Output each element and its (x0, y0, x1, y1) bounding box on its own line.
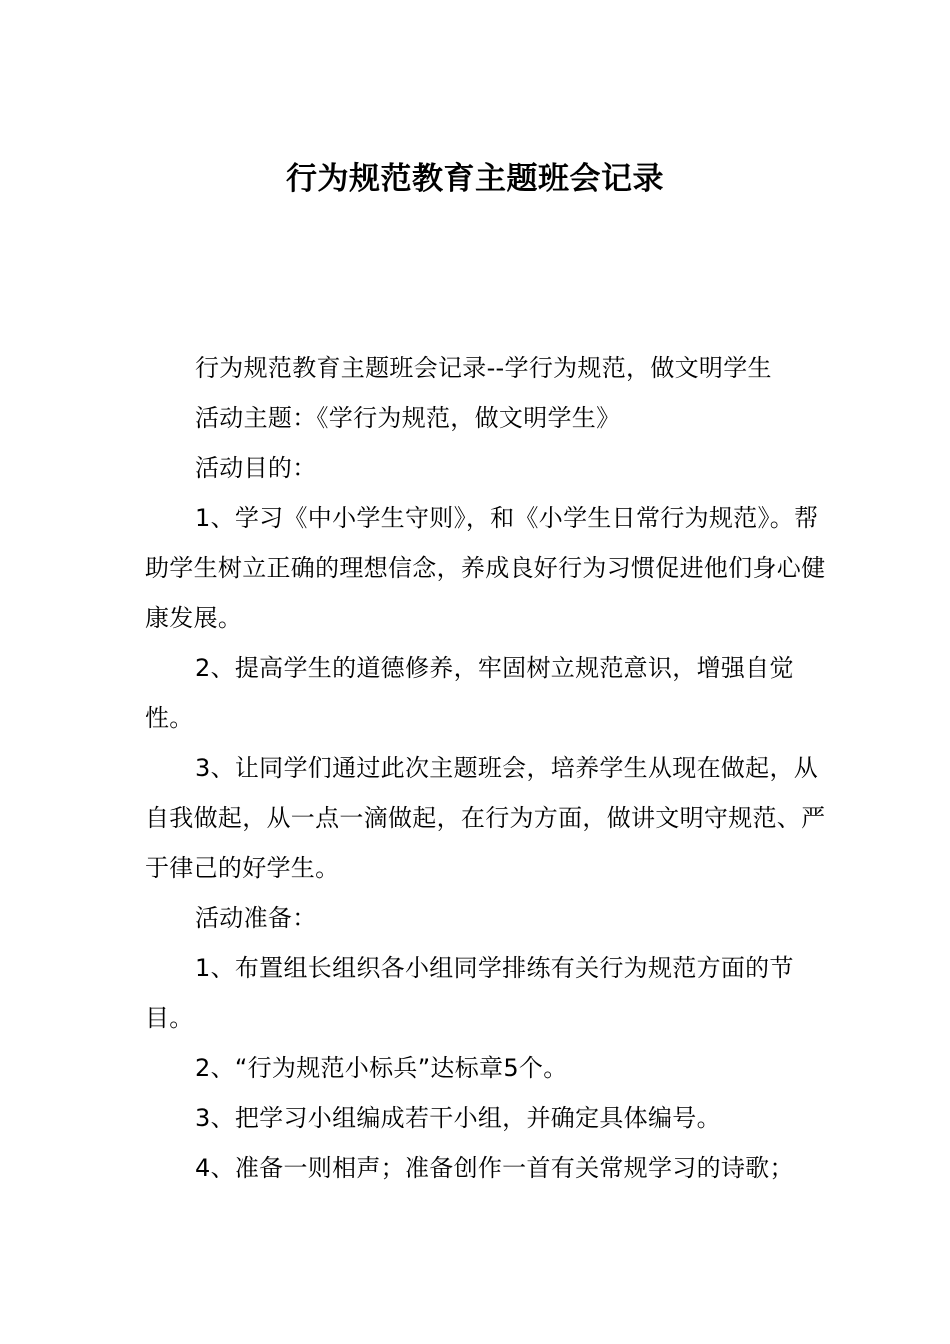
paragraph-preparation-1: 1、布置组长组织各小组同学排练有关行为规范方面的节目。 (145, 954, 794, 1032)
paragraph-preparation-3: 3、把学习小组编成若干小组，并确定具体编号。 (195, 1104, 721, 1132)
paragraph-activity-goals-heading: 活动目的： (195, 454, 317, 482)
document-title: 行为规范教育主题班会记录 (286, 161, 664, 197)
paragraph-goal-3: 3、让同学们通过此次主题班会，培养学生从现在做起，从自我做起，从一点一滴做起，在行为方面，做讲文明守规范、严于律己的好学生。 (145, 754, 826, 882)
paragraph-activity-theme: 活动主题：《学行为规范，做文明学生》 (195, 404, 621, 432)
paragraph-preparation-2: 2、“行为规范小标兵”达标章5个。 (195, 1054, 568, 1082)
document-body (145, 343, 835, 1193)
paragraph-goal-1: 1、学习《中小学生守则》，和《小学生日常行为规范》。帮助学生树立正确的理想信念，养成良好行为习惯促进他们身心健康发展。 (145, 504, 826, 632)
paragraph-preparation-4: 4、准备一则相声；准备创作一首有关常规学习的诗歌； (195, 1154, 794, 1182)
paragraph-activity-preparation-heading: 活动准备： (195, 904, 317, 932)
paragraph-subtitle: 行为规范教育主题班会记录--学行为规范，做文明学生 (195, 354, 772, 382)
paragraph-goal-2: 2、提高学生的道德修养，牢固树立规范意识，增强自觉性。 (145, 654, 794, 732)
